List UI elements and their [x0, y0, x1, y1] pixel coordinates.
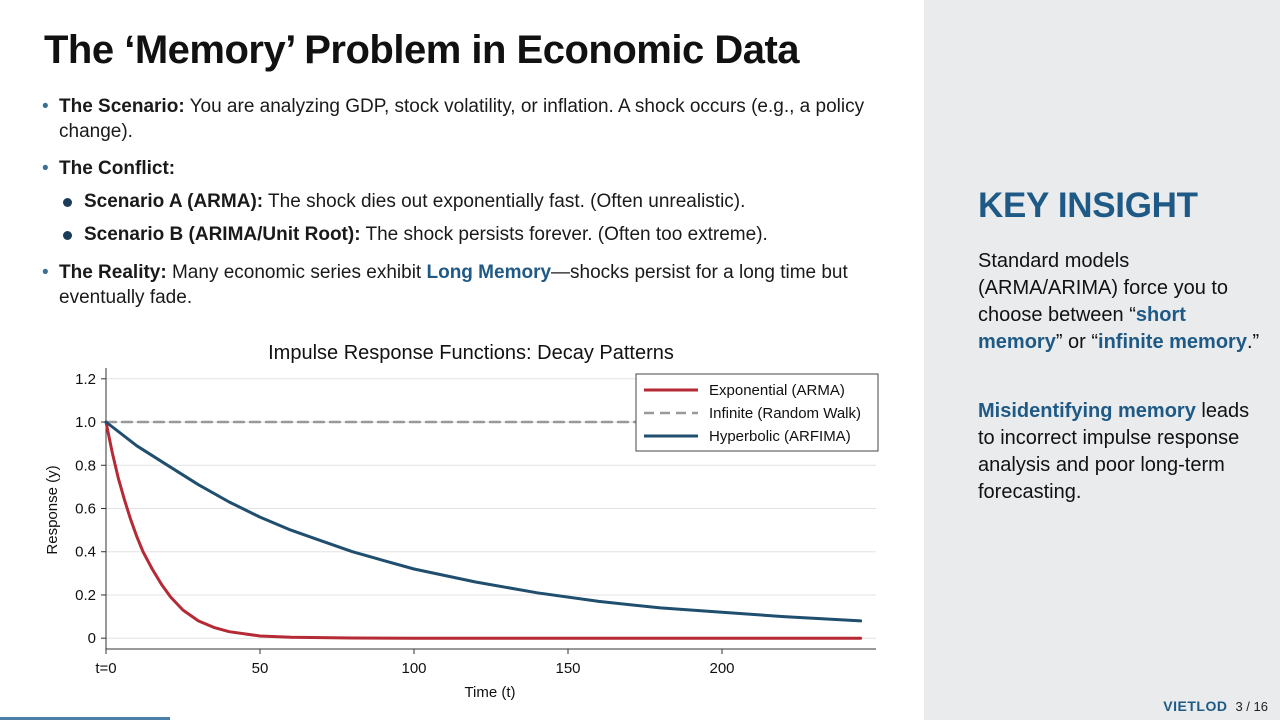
long-memory-highlight: Long Memory — [426, 262, 552, 283]
series-line-3 — [106, 422, 861, 621]
reality-text-1: Many economic series exhibit — [166, 262, 427, 283]
bullet-conflict — [42, 156, 892, 181]
bullet-dot-icon: • — [42, 158, 49, 179]
x-tick-label: t=0 — [95, 660, 117, 677]
reality-text-2: —shocks persist for a long time but eventually fade. — [59, 262, 848, 308]
x-tick-label: 50 — [251, 660, 269, 677]
insight-paragraph-1 — [978, 248, 1263, 356]
sub-a-label: Scenario A (ARMA): — [84, 191, 264, 212]
misidentifying-highlight: Misidentifying memory — [978, 400, 1196, 422]
sub-b-text: The shock persists forever. (Often too extreme). — [360, 224, 768, 245]
insight-text: .” — [1246, 331, 1260, 353]
y-tick-label: 0.8 — [75, 457, 96, 475]
insight-text: leads to incorrect impulse response analysis and poor long-term forecasting. — [978, 400, 1250, 503]
short-memory-highlight: short memory — [978, 304, 1186, 353]
sub-b-label: Scenario B (ARIMA/Unit Root): — [84, 224, 361, 245]
chart-legend — [636, 374, 878, 451]
x-tick-label: 200 — [709, 660, 735, 677]
sub-bullet-b — [42, 222, 892, 247]
legend-entry: Hyperbolic (ARFIMA) — [709, 428, 851, 445]
insight-paragraph-2 — [978, 398, 1263, 506]
y-tick-label: 0.2 — [75, 586, 96, 604]
y-tick-label: 0.6 — [75, 500, 96, 518]
insight-text: Standard models (ARMA/ARIMA) force you to choose between “ — [978, 250, 1229, 326]
y-axis-label: Response (y) — [44, 465, 61, 555]
scenario-text: You are analyzing GDP, stock volatility, or inflation. A shock occurs (e.g., a policy change). — [59, 96, 865, 142]
bullet-scenario — [42, 94, 892, 144]
conflict-label: The Conflict: — [59, 158, 176, 179]
reality-label: The Reality: — [59, 262, 167, 283]
page-number: 3 / 16 — [1235, 698, 1268, 714]
insight-panel — [924, 0, 1280, 720]
bullet-reality — [42, 260, 892, 310]
sub-bullet-a — [42, 189, 892, 214]
bullet-dot-icon: • — [42, 96, 49, 117]
legend-entry: Exponential (ARMA) — [709, 382, 845, 399]
slide-title: The ‘Memory’ Problem in Economic Data — [44, 28, 800, 72]
y-tick-label: 1.0 — [75, 414, 96, 432]
chart-title: Impulse Response Functions: Decay Patterns — [268, 342, 674, 364]
legend-entry: Infinite (Random Walk) — [709, 405, 861, 422]
x-axis-label: Time (t) — [464, 684, 516, 701]
sub-a-text: The shock dies out exponentially fast. (Often unrealistic). — [263, 191, 746, 212]
insight-heading: KEY INSIGHT — [978, 186, 1198, 225]
slide-footer — [1163, 698, 1268, 714]
x-tick-label: 150 — [555, 660, 581, 677]
y-tick-label: 0.4 — [75, 543, 96, 561]
series-line-1 — [106, 422, 861, 638]
scenario-label: The Scenario: — [59, 96, 185, 117]
sub-bullet-dot-icon — [63, 231, 72, 240]
sub-bullet-dot-icon — [63, 198, 72, 207]
bullet-list — [42, 94, 892, 310]
bullet-dot-icon: • — [42, 262, 49, 283]
brand-logo: VIETLOD — [1163, 698, 1228, 714]
impulse-response-chart — [0, 332, 924, 720]
y-tick-label: 1.2 — [75, 370, 96, 388]
chart-series — [106, 422, 861, 638]
insight-text: ” or “ — [1055, 331, 1099, 353]
infinite-memory-highlight: infinite memory — [1098, 331, 1247, 353]
y-tick-label: 0 — [87, 630, 96, 648]
x-tick-label: 100 — [401, 660, 427, 677]
